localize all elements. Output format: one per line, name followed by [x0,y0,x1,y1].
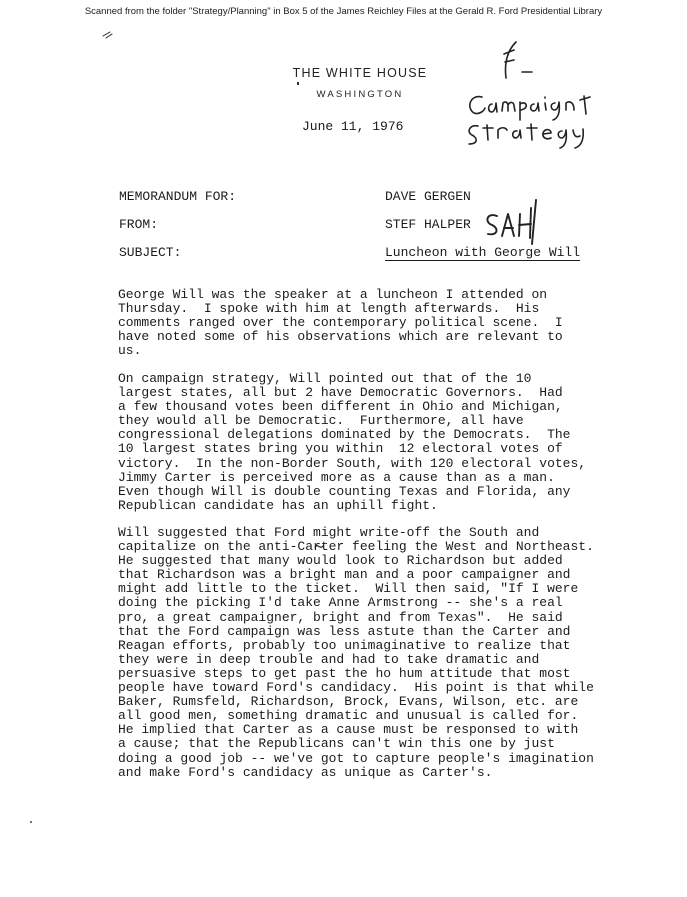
scan-source-note: Scanned from the folder "Strategy/Planning" in Box 5 of the James Reichley Files at the Gerald R. Ford Presidential Library [84,6,603,17]
body-paragraph-3: Will suggested that Ford might write-off the South and capitalize on the anti-Carter feeling the West and Northeast. He suggested that many would look to Richardson but added that Richardson was a bright man and a poor campaigner and might add little to the ticket. Will then said, "If I were doing the picking I'd take Anne Armstrong -- she's a real pro, a great campaigner, bright and from Texas". He said that the Ford campaign was less astute than the Carter and Reagan efforts, probably too unimaginative to realize that they were in deep trouble and had to take dramatic and persuasive steps to get past the ho hum attitude that most people have toward Ford's candidacy. His point is that while Baker, Rumsfeld, Richardson, Brock, Evans, Wilson, etc. are all good men, something dramatic and unusual is called for. He implied that Carter as a cause must be responsed to with a cause; that the Republicans can't win this one by just doing a good job -- we've got to capture people's imagination and make Ford's candidacy as unique as Carter's. [118,525,594,780]
handwritten-strategy-word [469,124,583,148]
subject-value: Luncheon with George Will [385,245,581,260]
from-label: FROM: [119,217,159,232]
letterhead-city: WASHINGTON [316,89,404,100]
subject-label: SUBJECT: [119,245,182,260]
handwritten-initials [487,200,536,244]
memo-date: June 11, 1976 [302,119,404,134]
from-value: STEF HALPER [385,217,471,232]
body-paragraph-2: On campaign strategy, Will pointed out that of the 10 largest states, all but 2 have Democratic Governors. Had a few thousand votes been different in Ohio and Michigan, they would all be Democratic. Furthermore, all have congressional delegations dominated by the Democrats. The 10 largest states bring you within 12 electoral votes of victory. In the non-Border South, with 120 electoral votes, Jimmy Carter is perceived more as a cause than as a man. Even though Will is double counting Texas and Florida, any Republican candidate has an uphill fight. [118,371,587,513]
body-paragraph-1: George Will was the speaker at a luncheon I attended on Thursday. I spoke with him at length afterwards. His comments ranged over the contemporary political scene. I have noted some of his observations which are relevant to us. [118,287,563,359]
memorandum-for-value: DAVE GERGEN [385,189,471,204]
handwritten-f-note [504,42,532,78]
stray-mark-icon [103,32,112,38]
scan-speck-icon [30,821,32,823]
handwritten-campaign-word [470,96,590,120]
letterhead-dot [297,82,299,85]
memorandum-for-label: MEMORANDUM FOR: [119,189,237,204]
letterhead-title: THE WHITE HOUSE [292,66,428,80]
